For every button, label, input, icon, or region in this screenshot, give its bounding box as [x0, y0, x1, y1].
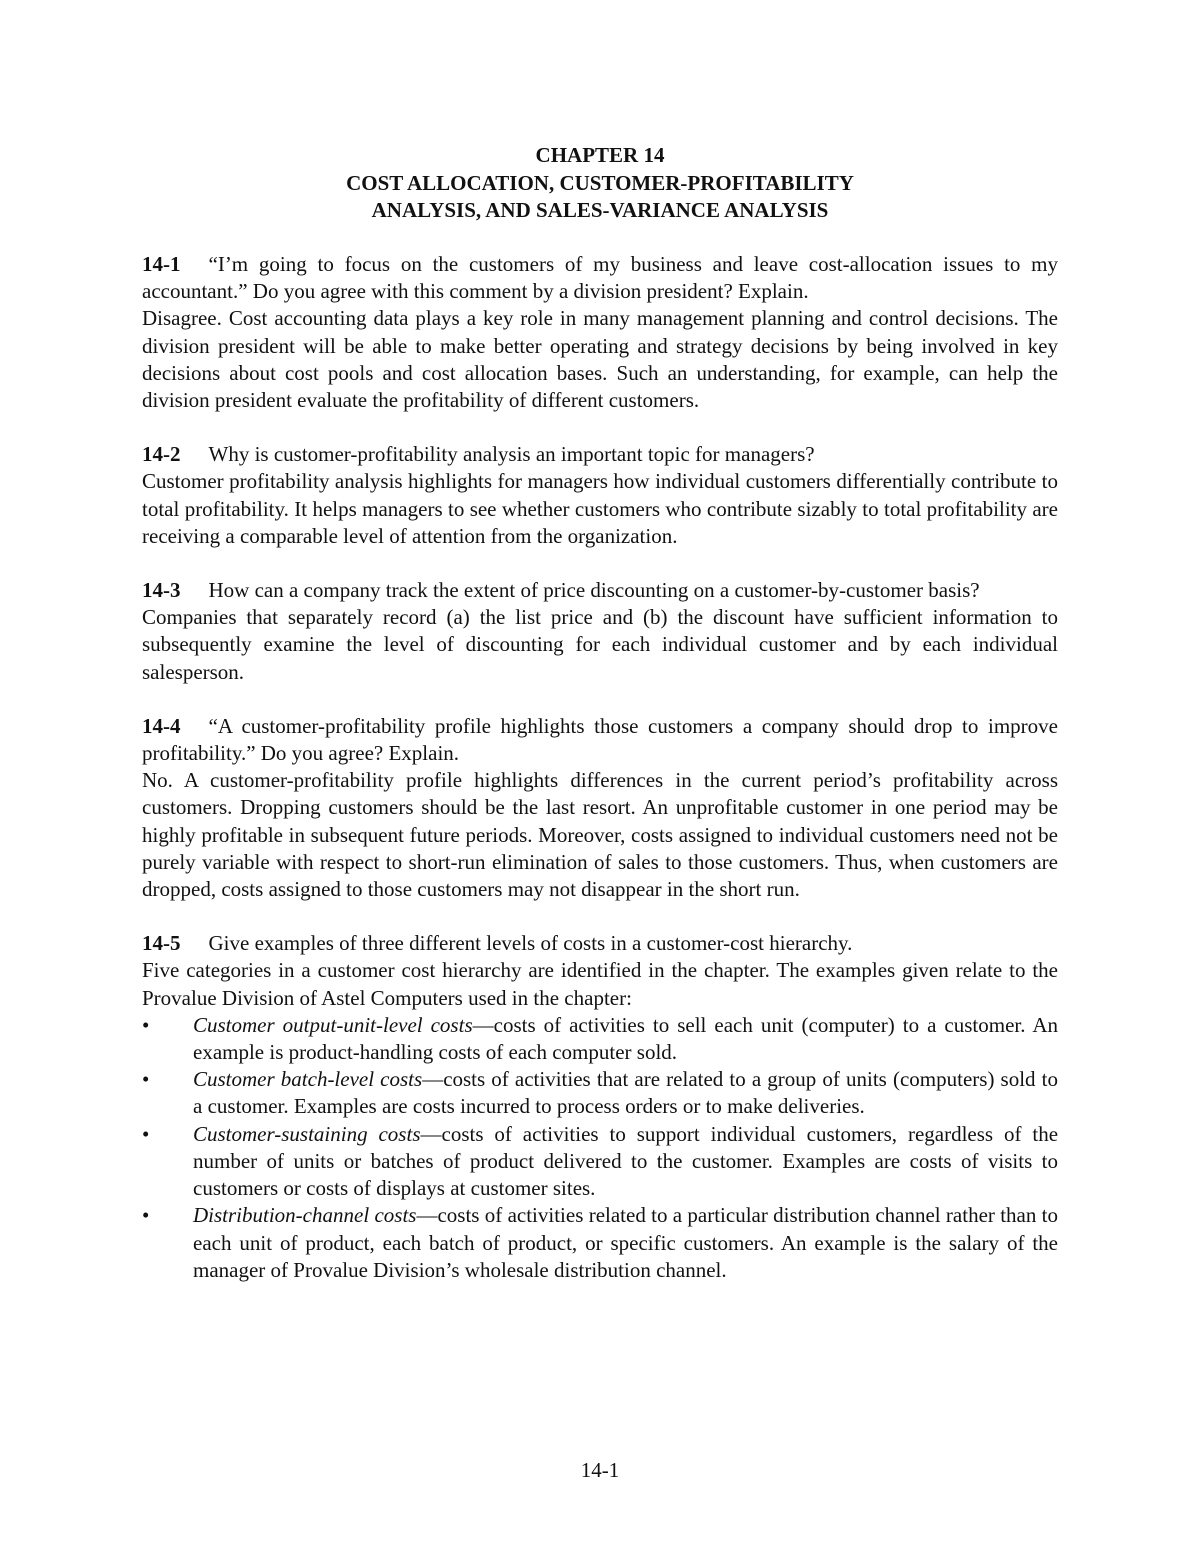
bullet-icon: • — [142, 1012, 150, 1037]
chapter-number: CHAPTER 14 — [535, 143, 665, 167]
answer-text: Five categories in a customer cost hierarchy are identified in the chapter. The examples given relate to the Provalue Division of Astel Computers used in the chapter: — [142, 958, 1058, 1010]
chapter-title-line-1: COST ALLOCATION, CUSTOMER-PROFITABILITY — [346, 170, 854, 195]
answer-text: Companies that separately record (a) the list price and (b) the discount have sufficient information to subsequently examine the level of discounting for each individual customer and by each individual salesperson. — [142, 605, 1058, 684]
question-text: Why is customer-profitability analysis an important topic for managers? — [208, 442, 815, 467]
question — [142, 930, 1058, 957]
answer-text: Customer profitability analysis highlights for managers how individual customers differentially contribute to total profitability. It helps managers to see whether customers who contribute sizably to total profitability are receiving a comparable level of attention from the organization. — [142, 469, 1058, 548]
list-item-text: —costs of activities related to a particular distribution channel rather than to each unit of product, each batch of product, or specific customers. An example is the salary of the manager of Provalue Division’s wholesale distribution channel. — [193, 1203, 1058, 1282]
question-number: 14-1 — [142, 252, 181, 276]
page-number: 14-1 — [580, 1458, 620, 1482]
question — [142, 577, 1058, 604]
list-item-term: Customer batch-level costs — [193, 1067, 423, 1092]
question — [142, 441, 1058, 468]
question-number: 14-2 — [142, 442, 181, 467]
list-item-text: —costs of activities that are related to a group of units (computers) sold to a customer. Examples are costs incurred to process orders or to make deliveries. — [193, 1067, 1058, 1119]
question-number: 14-4 — [142, 713, 181, 738]
cost-hierarchy-list — [142, 1012, 1058, 1284]
answer-text: No. A customer-profitability profile highlights differences in the current period’s profitability across customers. Dropping customers should be the last resort. An unprofitable customer in one period may be highly profitable in subsequent future periods. Moreover, costs assigned to individual customers need not be purely variable with respect to short-run elimination of sales to those customers. Thus, when customers are dropped, costs assigned to those customers may not disappear in the short run. — [142, 768, 1058, 902]
list-item-term: Customer-sustaining costs — [193, 1121, 421, 1146]
question-number: 14-3 — [142, 578, 181, 603]
question-text: Give examples of three different levels of costs in a customer-cost hierarchy. — [208, 931, 853, 956]
chapter-heading — [142, 142, 1058, 225]
list-item — [142, 1012, 1058, 1066]
list-item — [142, 1066, 1058, 1120]
document-body — [142, 251, 1058, 1311]
answer-text: Disagree. Cost accounting data plays a key role in many management planning and control decisions. The division president will be able to make better operating and strategy decisions by being involved in key decisions about cost pools and cost allocation bases. Such an understanding, for example, can help the division president evaluate the profitability of different customers. — [142, 306, 1058, 413]
bullet-icon: • — [142, 1121, 150, 1146]
question-block-14-2 — [142, 441, 1058, 550]
question-text: How can a company track the extent of price discounting on a customer-by-customer basis? — [208, 578, 980, 603]
question-text: “I’m going to focus on the customers of my business and leave cost-allocation issues to my accountant.” Do you agree with this comment by a division president? Explain. — [142, 252, 1058, 304]
question-block-14-5 — [142, 930, 1058, 1284]
list-item — [142, 1202, 1058, 1284]
question-number: 14-5 — [142, 931, 181, 956]
bullet-icon: • — [142, 1067, 150, 1092]
chapter-title-line-2: ANALYSIS, AND SALES-VARIANCE ANALYSIS — [371, 198, 829, 222]
question-block-14-1 — [142, 251, 1058, 414]
list-item — [142, 1121, 1058, 1203]
question-text: “A customer-profitability profile highlights those customers a company should drop to improve profitability.” Do you agree? Explain. — [142, 713, 1058, 766]
list-item-term: Distribution-channel costs — [193, 1203, 417, 1228]
list-item-term: Customer output-unit-level costs — [193, 1012, 473, 1037]
question-block-14-4 — [142, 713, 1058, 903]
question — [142, 251, 1058, 305]
bullet-icon: • — [142, 1203, 150, 1228]
question-block-14-3 — [142, 577, 1058, 686]
list-item-text: —costs of activities to support individual customers, regardless of the number of units or batches of product delivered to the customer. Examples are costs of visits to customers or costs of displays at customer sites. — [193, 1121, 1059, 1201]
list-item-text: —costs of activities to sell each unit (computer) to a customer. An example is product-handling costs of each computer sold. — [193, 1012, 1058, 1065]
question — [142, 713, 1058, 767]
